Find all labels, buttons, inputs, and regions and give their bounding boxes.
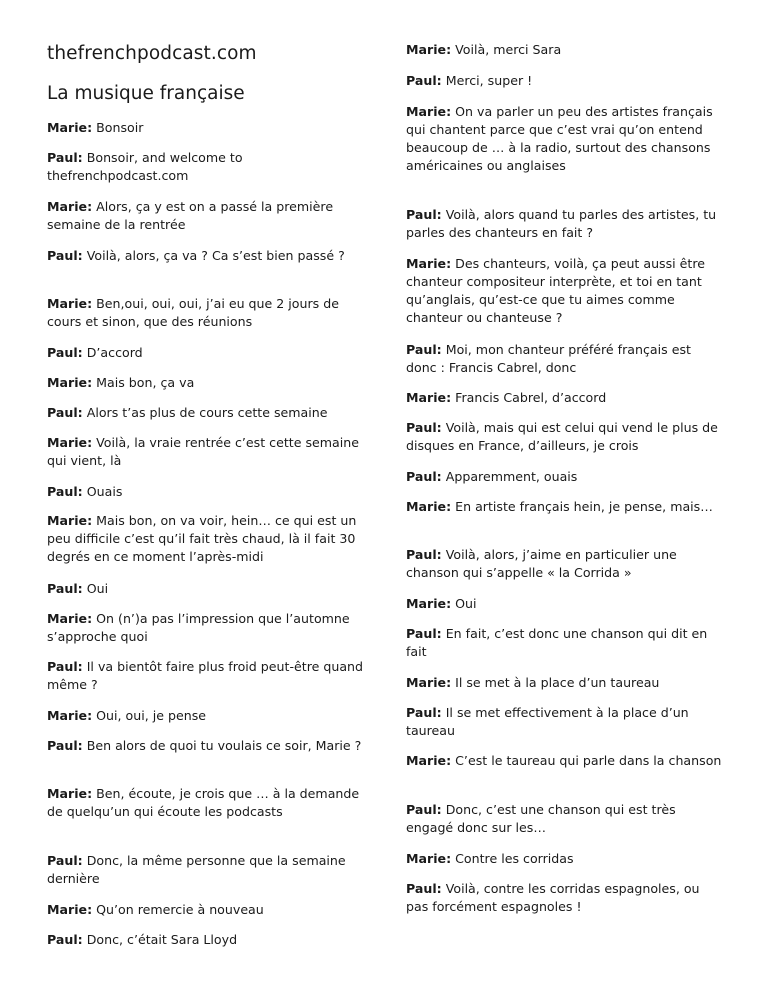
- speaker-label: Marie:: [47, 708, 93, 723]
- turn-text: Alors, ça y est on a passé la première semaine de la rentrée: [47, 199, 334, 232]
- dialogue-turn: [47, 580, 365, 598]
- dialogue-turn: [47, 901, 365, 919]
- turn-text: Qu’on remercie à nouveau: [92, 902, 264, 917]
- turn-text: Des chanteurs, voilà, ça peut aussi être chanteur compositeur interprète, et toi en tant qu’anglais, qu’est-ce que tu aimes comme chanteur ou chanteuse ?: [406, 256, 706, 325]
- speaker-label: Paul:: [47, 853, 83, 868]
- turn-text: Bonsoir: [92, 120, 144, 135]
- turn-text: On (n’)a pas l’impression que l’automne s’approche quoi: [47, 611, 350, 644]
- speaker-label: Paul:: [406, 73, 442, 88]
- dialogue-turn: [406, 498, 724, 516]
- turn-text: Il va bientôt faire plus froid peut-être quand même ?: [47, 659, 364, 692]
- speaker-label: Marie:: [406, 256, 452, 271]
- dialogue-turn: [47, 931, 365, 949]
- dialogue-turn: [406, 625, 724, 661]
- speaker-label: Paul:: [406, 705, 442, 720]
- dialogue-turn: [47, 295, 365, 331]
- dialogue-turn: [406, 41, 724, 59]
- turn-text: Oui: [451, 596, 477, 611]
- dialogue-turn: [47, 658, 365, 694]
- turn-text: Oui: [82, 581, 109, 596]
- speaker-label: Marie:: [406, 675, 452, 690]
- turn-text: Voilà, la vraie rentrée c’est cette semaine qui vient, là: [47, 435, 359, 468]
- speaker-label: Paul:: [47, 405, 83, 420]
- dialogue-turn: [406, 880, 724, 916]
- turn-text: Voilà, merci Sara: [451, 42, 562, 57]
- turn-text: Mais bon, ça va: [92, 375, 195, 390]
- dialogue-turn: [406, 419, 724, 455]
- site-name: thefrenchpodcast.com: [47, 43, 257, 64]
- turn-text: D’accord: [82, 345, 143, 360]
- speaker-label: Paul:: [47, 932, 83, 947]
- dialogue-turn: [47, 247, 365, 265]
- turn-text: Donc, la même personne que la semaine dernière: [47, 853, 346, 886]
- turn-text: Voilà, alors quand tu parles des artistes, tu parles des chanteurs en fait ?: [406, 207, 717, 240]
- dialogue-turn: [406, 752, 724, 770]
- speaker-label: Paul:: [406, 207, 442, 222]
- speaker-label: Paul:: [47, 738, 83, 753]
- dialogue-turn: [47, 119, 365, 137]
- turn-text: Contre les corridas: [451, 851, 574, 866]
- dialogue-turn: [406, 255, 724, 327]
- speaker-label: Marie:: [47, 786, 93, 801]
- turn-text: Il se met effectivement à la place d’un taureau: [406, 705, 689, 738]
- dialogue-turn: [47, 483, 365, 501]
- dialogue-turn: [47, 434, 365, 470]
- speaker-label: Paul:: [406, 547, 442, 562]
- turn-text: Bonsoir, and welcome to thefrenchpodcast.com: [47, 150, 243, 183]
- dialogue-turn: [406, 206, 724, 242]
- speaker-label: Marie:: [47, 902, 93, 917]
- turn-text: Voilà, alors, j’aime en particulier une chanson qui s’appelle « la Corrida »: [406, 547, 677, 580]
- speaker-label: Marie:: [47, 199, 93, 214]
- turn-text: Ben,oui, oui, oui, j’ai eu que 2 jours de cours et sinon, que des réunions: [47, 296, 339, 329]
- dialogue-turn: [47, 198, 365, 234]
- turn-text: Voilà, mais qui est celui qui vend le plus de disques en France, d’ailleurs, je crois: [406, 420, 718, 453]
- turn-text: Merci, super !: [441, 73, 533, 88]
- dialogue-turn: [47, 610, 365, 646]
- dialogue-turn: [47, 852, 365, 888]
- speaker-label: Marie:: [406, 390, 452, 405]
- dialogue-turn: [47, 344, 365, 362]
- speaker-label: Paul:: [406, 802, 442, 817]
- speaker-label: Paul:: [406, 420, 442, 435]
- speaker-label: Paul:: [47, 150, 83, 165]
- dialogue-turn: [406, 389, 724, 407]
- turn-text: Francis Cabrel, d’accord: [451, 390, 607, 405]
- turn-text: Ben, écoute, je crois que … à la demande de quelqu’un qui écoute les podcasts: [47, 786, 360, 819]
- dialogue-turn: [47, 512, 365, 566]
- speaker-label: Paul:: [406, 342, 442, 357]
- speaker-label: Marie:: [406, 104, 452, 119]
- turn-text: Moi, mon chanteur préféré français est donc : Francis Cabrel, donc: [406, 342, 691, 375]
- turn-text: Ben alors de quoi tu voulais ce soir, Marie ?: [82, 738, 362, 753]
- speaker-label: Paul:: [47, 345, 83, 360]
- dialogue-turn: [406, 72, 724, 90]
- dialogue-turn: [47, 404, 365, 422]
- speaker-label: Marie:: [47, 435, 93, 450]
- speaker-label: Paul:: [47, 581, 83, 596]
- dialogue-turn: [406, 674, 724, 692]
- speaker-label: Marie:: [406, 851, 452, 866]
- turn-text: On va parler un peu des artistes français qui chantent parce que c’est vrai qu’on entend beaucoup de … à la radio, surtout des chansons américaines ou anglaises: [406, 104, 713, 173]
- turn-text: Apparemment, ouais: [441, 469, 578, 484]
- dialogue-turn: [406, 801, 724, 837]
- dialogue-turn: [47, 785, 365, 821]
- speaker-label: Paul:: [406, 469, 442, 484]
- speaker-label: Paul:: [47, 248, 83, 263]
- dialogue-turn: [406, 103, 724, 175]
- dialogue-turn: [406, 595, 724, 613]
- dialogue-turn: [406, 704, 724, 740]
- dialogue-turn: [47, 707, 365, 725]
- turn-text: Ouais: [82, 484, 123, 499]
- speaker-label: Marie:: [47, 296, 93, 311]
- turn-text: Donc, c’est une chanson qui est très engagé donc sur les…: [406, 802, 676, 835]
- page-title: La musique française: [47, 83, 245, 104]
- dialogue-turn: [406, 468, 724, 486]
- turn-text: Voilà, contre les corridas espagnoles, ou pas forcément espagnoles !: [406, 881, 700, 914]
- turn-text: Il se met à la place d’un taureau: [451, 675, 660, 690]
- dialogue-turn: [406, 341, 724, 377]
- dialogue-turn: [47, 149, 365, 185]
- speaker-label: Marie:: [406, 499, 452, 514]
- turn-text: En fait, c’est donc une chanson qui dit en fait: [406, 626, 708, 659]
- dialogue-turn: [47, 374, 365, 392]
- speaker-label: Paul:: [47, 659, 83, 674]
- turn-text: C’est le taureau qui parle dans la chanson: [451, 753, 722, 768]
- speaker-label: Paul:: [47, 484, 83, 499]
- dialogue-turn: [406, 850, 724, 868]
- speaker-label: Paul:: [406, 881, 442, 896]
- turn-text: Mais bon, on va voir, hein… ce qui est un peu difficile c’est qu’il fait très chaud, là il fait 30 degrés en ce moment l’après-midi: [47, 513, 357, 564]
- speaker-label: Paul:: [406, 626, 442, 641]
- turn-text: Alors t’as plus de cours cette semaine: [82, 405, 328, 420]
- turn-text: Donc, c’était Sara Lloyd: [82, 932, 238, 947]
- speaker-label: Marie:: [406, 596, 452, 611]
- dialogue-turn: [406, 546, 724, 582]
- speaker-label: Marie:: [47, 120, 93, 135]
- turn-text: Oui, oui, je pense: [92, 708, 207, 723]
- speaker-label: Marie:: [47, 513, 93, 528]
- turn-text: En artiste français hein, je pense, mais…: [451, 499, 713, 514]
- speaker-label: Marie:: [406, 753, 452, 768]
- turn-text: Voilà, alors, ça va ? Ca s’est bien passé ?: [82, 248, 345, 263]
- dialogue-turn: [47, 737, 365, 755]
- speaker-label: Marie:: [47, 375, 93, 390]
- speaker-label: Marie:: [406, 42, 452, 57]
- speaker-label: Marie:: [47, 611, 93, 626]
